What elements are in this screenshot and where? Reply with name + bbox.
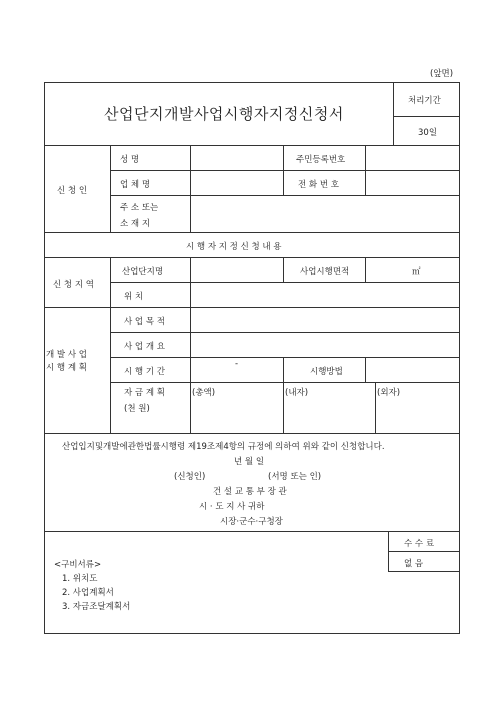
period-separator: - [235, 359, 239, 369]
recipient-mayor: 시장·군수·구청장 [220, 517, 283, 527]
funding-total-label: (총액) [192, 388, 216, 398]
overview-label: 사 업 개 요 [124, 342, 165, 352]
plan-section-label-line1: 개 발 사 업 [46, 350, 87, 360]
location-field[interactable] [191, 283, 458, 306]
content-header: 시 행 자 지 정 신 청 내 용 [186, 242, 282, 252]
period-label: 시 행 기 간 [124, 367, 165, 377]
signature-note: (서명 또는 인) [268, 472, 322, 482]
processing-period-label: 처리기간 [408, 96, 441, 106]
project-area-label: 사업시행면적 [300, 267, 350, 277]
estate-name-field[interactable] [191, 258, 282, 281]
attachment-item: 1. 위치도 [62, 574, 98, 584]
address-label-line1: 주 소 또는 [120, 203, 159, 213]
declaration-statement: 산업입지및개발에관한법률시행령 제19조제4항의 규정에 의하여 위와 같이 신청합니다. [62, 442, 385, 452]
funding-foreign-field[interactable] [376, 396, 458, 432]
funding-foreign-label: (외자) [377, 388, 401, 398]
name-label: 성 명 [120, 155, 140, 165]
period-field[interactable] [191, 358, 282, 381]
applicant-section-label: 신 청 인 [57, 186, 88, 196]
funding-label-line2: (천 원) [124, 404, 150, 414]
funding-total-field[interactable] [191, 396, 282, 432]
company-label: 업 체 명 [120, 180, 151, 190]
estate-name-label: 산업단지명 [122, 267, 164, 277]
page-marker: (앞면) [430, 69, 454, 79]
funding-domestic-label: (내자) [285, 388, 309, 398]
plan-section-label-line2: 시 행 계 획 [46, 363, 87, 373]
recipient-governor: 시 · 도 지 사 귀하 [199, 502, 265, 512]
form-title: 산업단지개발사업시행자지정신청서 [104, 105, 344, 123]
attachment-item: 2. 사업계획서 [62, 588, 114, 598]
attachments-header: <구비서류> [54, 560, 102, 570]
overview-field[interactable] [191, 333, 458, 356]
method-field[interactable] [366, 358, 458, 381]
reg-no-label: 주민등록번호 [296, 155, 346, 165]
name-field[interactable] [191, 146, 282, 169]
funding-label-line1: 자 금 계 획 [124, 388, 165, 398]
phone-label: 전 화 번 호 [298, 180, 339, 190]
fee-value: 없 음 [404, 559, 424, 569]
method-label: 시행방법 [310, 367, 343, 377]
area-unit: ㎡ [412, 267, 421, 277]
address-field[interactable] [191, 196, 458, 231]
applicant-sign-label: (신청인) [174, 472, 206, 482]
fee-label: 수 수 료 [404, 539, 435, 549]
processing-period-value: 30일 [418, 128, 438, 138]
project-area-field[interactable] [366, 258, 410, 281]
attachment-item: 3. 자금조달계획서 [62, 602, 131, 612]
purpose-label: 사 업 목 적 [124, 317, 165, 327]
reg-no-field[interactable] [366, 146, 458, 169]
purpose-field[interactable] [191, 308, 458, 331]
area-section-label: 신 청 지 역 [53, 280, 94, 290]
location-label: 위 치 [124, 292, 144, 302]
address-label-line2: 소 재 지 [120, 219, 151, 229]
date-line: 년 월 일 [234, 457, 265, 467]
company-field[interactable] [191, 171, 282, 194]
funding-domestic-field[interactable] [284, 396, 374, 432]
recipient-minister: 건 설 교 통 부 장 관 [213, 487, 287, 497]
phone-field[interactable] [366, 171, 458, 194]
